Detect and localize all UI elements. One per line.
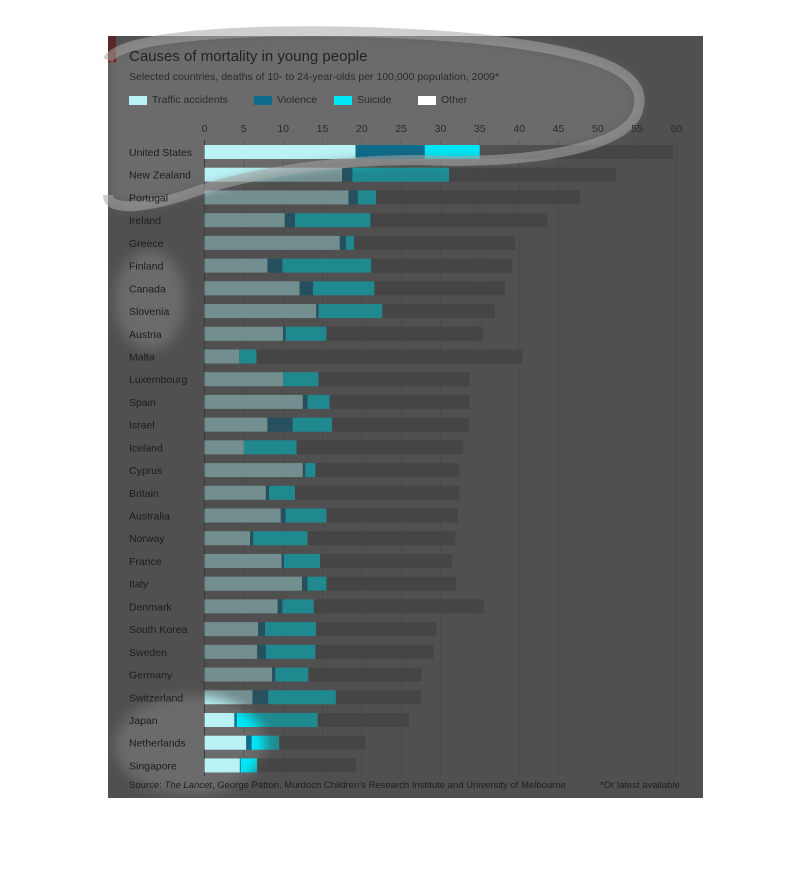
category-label: Ireland: [129, 215, 162, 228]
category-label: Slovenia: [129, 306, 170, 319]
category-label: New Zealand: [129, 169, 191, 182]
legend-item-traffic: [129, 94, 228, 106]
category-label: Spain: [129, 396, 156, 409]
source-prefix: Source:: [129, 780, 165, 791]
category-label: Finland: [129, 260, 164, 273]
category-label: Netherlands: [129, 737, 186, 750]
category-label: South Korea: [129, 624, 188, 637]
x-tick-label: 50: [591, 123, 604, 135]
x-tick-label: 35: [473, 123, 486, 135]
x-tick-label: 15: [316, 123, 329, 135]
legend-item-violence: [254, 94, 317, 106]
source-note: [129, 780, 566, 791]
x-tick-label: 0: [201, 123, 208, 135]
category-label: Denmark: [129, 601, 172, 614]
dim-overlay: [108, 36, 703, 798]
x-tick-label: 5: [240, 123, 247, 135]
x-tick-label: 40: [513, 123, 526, 135]
chart-title: Causes of mortality in young people: [129, 48, 368, 65]
category-label: Britain: [129, 487, 159, 500]
category-label: Singapore: [129, 760, 177, 773]
category-label: Japan: [129, 715, 158, 727]
chart-subtitle: Selected countries, deaths of 10- to 24-year-olds per 100,000 population, 2009*: [129, 71, 500, 83]
source-journal: The Lancet: [164, 780, 212, 791]
legend-label-traffic: Traffic accidents: [152, 94, 228, 106]
category-label: Italy: [129, 578, 149, 591]
footnote: *Or latest available: [600, 780, 680, 791]
legend-item-suicide: [334, 94, 391, 106]
category-label: Iceland: [129, 442, 163, 455]
legend-swatch-suicide: [334, 96, 352, 105]
source-rest: , George Patton, Murdoch Children's Research Institute and University of Melbourne: [211, 780, 566, 791]
legend-label-suicide: Suicide: [357, 94, 392, 106]
legend-swatch-violence: [254, 96, 272, 105]
category-label: France: [129, 555, 162, 568]
category-label: Israel: [129, 419, 155, 432]
legend-label-other: Other: [441, 94, 468, 106]
category-label: Australia: [129, 510, 170, 523]
x-tick-label: 20: [355, 123, 368, 135]
category-label: Luxembourg: [129, 374, 188, 387]
category-label: Portugal: [129, 192, 169, 205]
category-label: Norway: [129, 533, 165, 546]
category-label: Switzerland: [129, 692, 184, 705]
category-label: Greece: [129, 237, 164, 250]
x-tick-label: 45: [552, 123, 565, 135]
category-label: Malta: [129, 351, 155, 364]
legend-item-other: [418, 94, 467, 106]
x-tick-label: 10: [277, 123, 290, 135]
x-tick-label: 25: [395, 123, 408, 135]
category-label: Germany: [129, 669, 173, 682]
category-label: Canada: [129, 283, 166, 296]
legend-swatch-other: [418, 96, 436, 105]
legend-label-violence: Violence: [277, 94, 318, 106]
x-tick-label: 55: [631, 123, 644, 135]
category-label: United States: [129, 147, 193, 159]
x-tick-label: 60: [670, 123, 683, 135]
category-label: Austria: [129, 328, 162, 341]
legend-swatch-traffic: [129, 96, 147, 105]
category-label: Sweden: [129, 646, 167, 659]
category-label: Cyprus: [129, 465, 163, 478]
x-tick-label: 30: [434, 123, 447, 135]
